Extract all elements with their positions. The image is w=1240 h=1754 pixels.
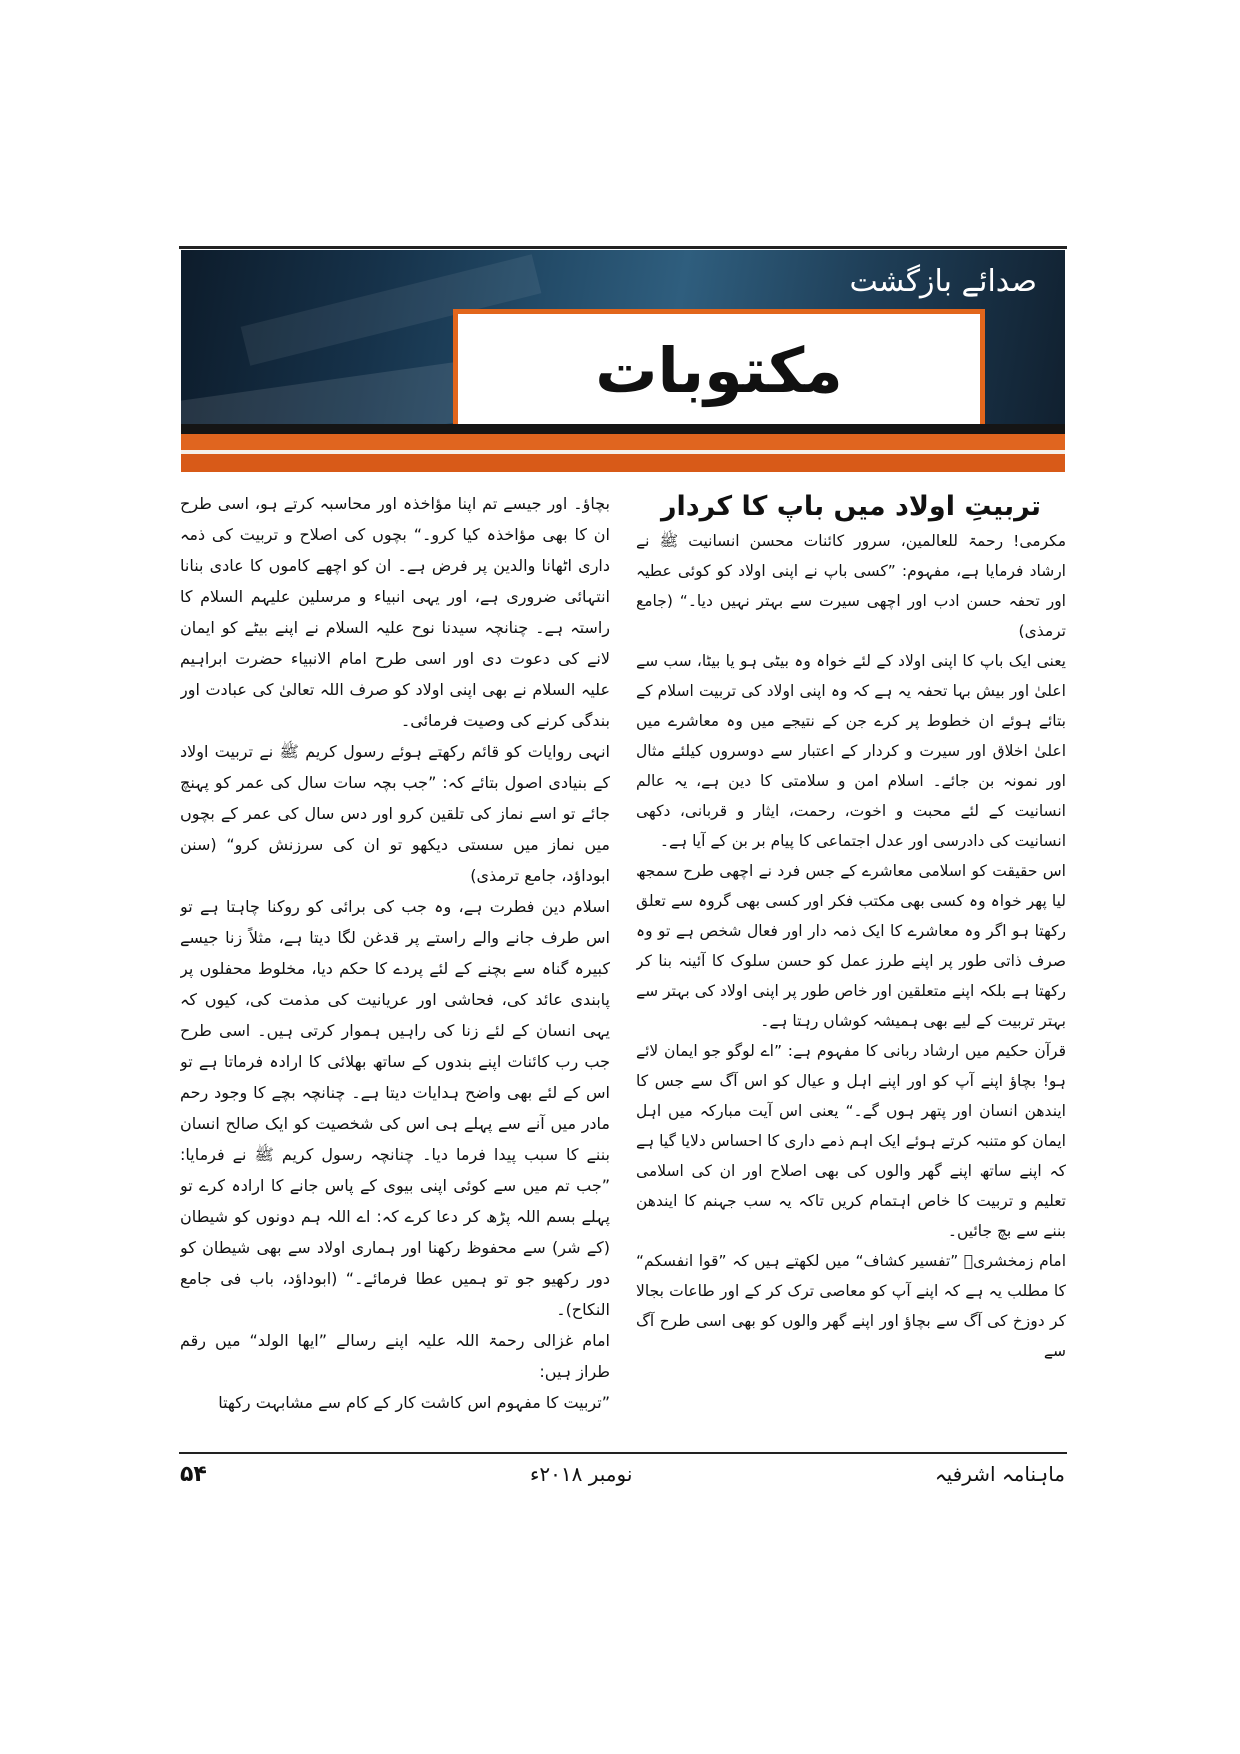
section-name: صدائے بازگشت xyxy=(849,264,1037,299)
paragraph: انہی روایات کو قائم رکھتے ہوئے رسول کریم ﷺ نے تربیت اولاد کے بنیادی اصول بتائے کہ: ”جب بچہ سات سال کی عمر کو پہنچ جائے تو اسے نماز کی تلقین کرو اور دس سال کی عمر کے بچوں میں نماز میں سستی دیکھو تو ان کی سرزنش کرو“ (سنن ابوداؤد، جامع ترمذی) xyxy=(180,742,610,885)
magazine-name: ماہنامہ اشرفیہ xyxy=(934,1462,1065,1486)
paragraph: امام غزالی رحمۃ اللہ علیہ اپنے رسالے ”ایھا الولد“ میں رقم طراز ہیں: xyxy=(180,1331,610,1381)
header-banner xyxy=(181,250,1065,472)
top-rule xyxy=(179,246,1067,249)
paragraph: امام زمخشریؒ ”تفسیر کشاف“ میں لکھتے ہیں کہ ”قوا انفسکم“ کا مطلب یہ ہے کہ اپنے آپ کو معاصی ترک کر کے اور طاعات بجالا کر دوزخ کی آگ سے بچاؤ اور اپنے گھر والوں کو بھی اسی طرح آگ سے xyxy=(636,1252,1066,1360)
banner-stripe xyxy=(181,424,1065,434)
paragraph: قرآن حکیم میں ارشاد ربانی کا مفہوم ہے: ”اے لوگو جو ایمان لائے ہو! بچاؤ اپنے آپ کو اور اپنے اہل و عیال کو اس آگ سے جس کا ایندھن انسان اور پتھر ہوں گے۔“ یعنی اس آیت مبارکہ میں اہل ایمان کو متنبہ کرتے ہوئے ایک اہم ذمے داری کا احساس دلایا گیا ہے کہ اپنے ساتھ اپنے گھر والوں کی بھی اصلاح اور ان کی اسلامی تعلیم و تربیت کا خاص اہتمام کریں تاکہ یہ سب جہنم کا ایندھن بننے سے بچ جائیں۔ xyxy=(636,1042,1066,1240)
bottom-rule xyxy=(179,1452,1067,1454)
article-column-right xyxy=(636,488,1066,1440)
section-title-box xyxy=(453,309,985,431)
banner-stripe xyxy=(181,434,1065,450)
article-title: تربیتِ اولاد میں باپ کا کردار xyxy=(660,491,1042,522)
paragraph: اسلام دین فطرت ہے، وہ جب کی برائی کو روکنا چاہتا ہے تو اس طرف جانے والے راستے پر قدغن لگا دیتا ہے، مثلاً زنا جیسے کبیرہ گناہ سے بچنے کے لئے پردے کا حکم دیا، مخلوط محفلوں پر پابندی عائد کی، فحاشی اور عریانیت کی مذمت کی، کیوں کہ یہی انسان کے لئے زنا کی راہیں ہموار کرتی ہیں۔ اسی طرح جب رب کائنات اپنے بندوں کے ساتھ بھلائی کا ارادہ فرماتا ہے تو اس کے لئے بھی واضح ہدایات دیتا ہے۔ چنانچہ بچے کا وجود رحم مادر میں آنے سے پہلے ہی اس کی شخصیت کو ایک صالح انسان بننے کا سبب پیدا فرما دیا۔ چنانچہ رسول کریم ﷺ نے فرمایا: ”جب تم میں سے کوئی اپنی بیوی کے پاس جانے کا ارادہ کرے تو پہلے بسم اللہ پڑھ کر دعا کرے کہ: اے اللہ ہم دونوں کو شیطان (کے شر) سے محفوظ رکھنا اور ہماری اولاد سے بھی شیطان کو دور رکھیو جو تو ہمیں عطا فرمائے۔“ (ابوداؤد، باب فی جامع النکاح)۔ xyxy=(180,897,610,1319)
article-column-left xyxy=(180,488,610,1440)
issue-date: نومبر ۲۰۱۸ء xyxy=(530,1462,633,1486)
paragraph: بچاؤ۔ اور جیسے تم اپنا مؤاخذہ اور محاسبہ کرتے ہو، اسی طرح ان کا بھی مؤاخذہ کیا کرو۔“ بچوں کی اصلاح و تربیت کی ذمہ داری اٹھانا والدین پر فرض ہے۔ ان کو اچھے کاموں کا عادی بنانا انتہائی ضروری ہے، اور یہی انبیاء و مرسلین علیہم السلام کا راستہ ہے۔ چنانچہ سیدنا نوح علیہ السلام نے اپنے بیٹے کو ایمان لانے کی دعوت دی اور اسی طرح امام الانبیاء حضرت ابراہیم علیہ السلام نے بھی اپنی اولاد کو صرف اللہ تعالیٰ کی عبادت اور بندگی کرنے کی وصیت فرمائی۔ xyxy=(180,494,610,730)
page-number: ۵۴ xyxy=(180,1462,207,1487)
paragraph: مکرمی! رحمۃ للعالمین، سرور کائنات محسن انسانیت ﷺ نے ارشاد فرمایا ہے، مفہوم: ”کسی باپ نے اپنی اولاد کو کوئی عطیہ اور تحفہ حسن ادب اور اچھی سیرت سے بہتر نہیں دیا۔“ (جامع ترمذی) xyxy=(636,532,1066,640)
paragraph: ”تربیت کا مفہوم اس کاشت کار کے کام سے مشابہت رکھتا xyxy=(218,1393,610,1412)
banner-stripe xyxy=(181,454,1065,472)
paragraph: یعنی ایک باپ کا اپنی اولاد کے لئے خواہ وہ بیٹی ہو یا بیٹا، سب سے اعلیٰ اور بیش بہا تحفہ یہ ہے کہ وہ اپنی اولاد کی تربیت اسلام کے بتائے ہوئے ان خطوط پر کرے جن کے نتیجے میں وہ معاشرے میں اعلیٰ اخلاق اور سیرت و کردار کے اعتبار سے دوسروں کیلئے مثال اور نمونہ بن جائے۔ اسلام امن و سلامتی کا دین ہے، یہ عالم انسانیت کے لئے محبت و اخوت، رحمت، ایثار و قربانی، دکھی انسانیت کی دادرسی اور عدل اجتماعی کا پیام بر بن کے آیا ہے۔ xyxy=(636,652,1066,850)
paragraph: اس حقیقت کو اسلامی معاشرے کے جس فرد نے اچھی طرح سمجھ لیا پھر خواہ وہ کسی بھی مکتب فکر اور کسی بھی گروہ سے تعلق رکھتا ہو اگر وہ معاشرے کا ایک ذمہ دار اور فعال شخص ہے تو وہ صرف ذاتی طور پر اپنے طرز عمل کو حسن سلوک کا آئینہ بنا کر رکھتا ہے بلکہ اپنے متعلقین اور خاص طور پر اپنی اولاد کی بہتر سے بہتر تربیت کے لیے بھی ہمیشہ کوشاں رہتا ہے۔ xyxy=(636,862,1066,1030)
section-title: مکتوبات xyxy=(595,333,843,407)
